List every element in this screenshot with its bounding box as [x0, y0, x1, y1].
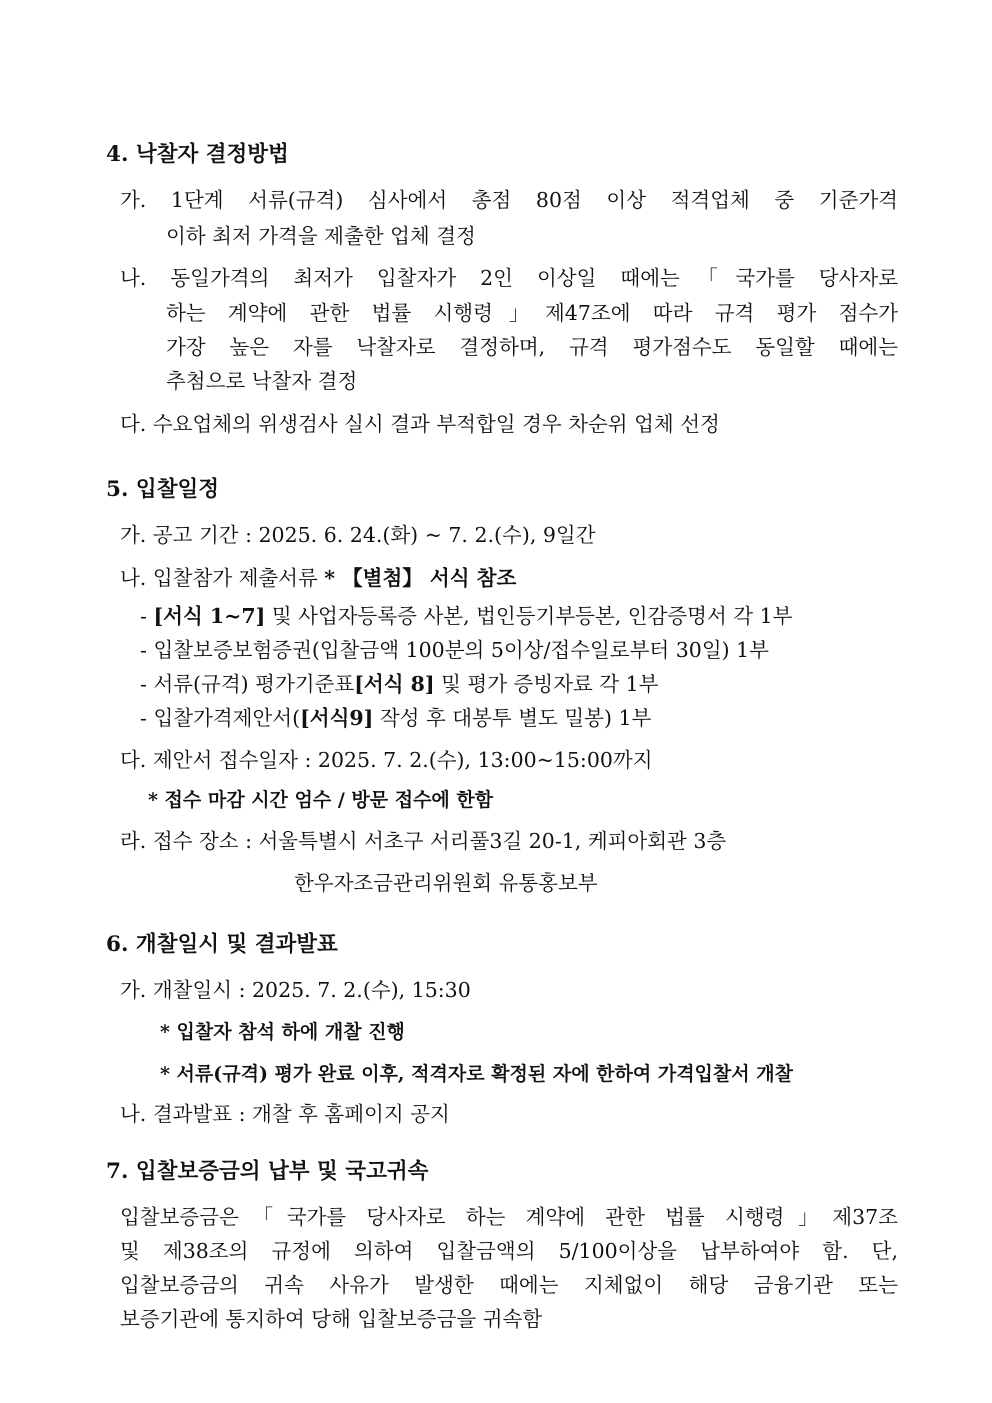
bullet-text: 작성 후 대봉투 별도 밀봉) 1부: [373, 706, 652, 730]
section-4-item-ga-line1: 가. 1단계 서류(규격) 심사에서 총점 80점 이상 적격업체 중 기준가격: [120, 188, 898, 212]
bullet-text: - 입찰가격제안서(: [140, 706, 301, 730]
section-4-item-na-line4: 추첨으로 낙찰자 결정: [166, 369, 358, 393]
section-5-item-ra-line2: 한우자조금관리위원회 유통홍보부: [294, 871, 598, 895]
form-ref: [서식9]: [300, 706, 374, 730]
section-5-item-na: [120, 564, 516, 592]
bullet-text: 및 사업자등록증 사본, 법인등기부등본, 인감증명서 각 1부: [265, 604, 793, 628]
section-5-bullet-3: [140, 670, 658, 698]
section-7-para-line2: 및 제38조의 규정에 의하여 입찰금액의 5/100이상을 납부하여야 함. 단,: [120, 1239, 898, 1263]
section-6-note-1: * 입찰자 참석 하에 개찰 진행: [160, 1021, 405, 1043]
section-5-item-ra: 라. 접수 장소 : 서울특별시 서초구 서리풀3길 20-1, 케피아회관 3층: [120, 829, 727, 853]
section-5-item-ga: 가. 공고 기간 : 2025. 6. 24.(화) ~ 7. 2.(수), 9일간: [120, 523, 596, 547]
bullet-text: 및 평가 증빙자료 각 1부: [434, 672, 659, 696]
section-6-item-na: 나. 결과발표 : 개찰 후 홈페이지 공지: [120, 1102, 450, 1126]
section-6-title: 6. 개찰일시 및 결과발표: [106, 932, 338, 957]
section-4-item-ga-line2: 이하 최저 가격을 제출한 업체 결정: [166, 224, 476, 248]
section-5-item-da: 다. 제안서 접수일자 : 2025. 7. 2.(수), 13:00~15:00까지: [120, 748, 653, 772]
section-7-para-line1: 입찰보증금은「국가를 당사자로 하는 계약에 관한 법률 시행령」제37조: [120, 1205, 898, 1229]
section-5-bullet-4: [140, 704, 651, 732]
section-5-bullet-1: [140, 602, 792, 630]
section-6-item-ga: 가. 개찰일시 : 2025. 7. 2.(수), 15:30: [120, 978, 471, 1002]
section-4-item-na-line2: 하는 계약에 관한 법률 시행령」제47조에 따라 규격 평가 점수가: [166, 301, 898, 325]
section-7-para-line3: 입찰보증금의 귀속 사유가 발생한 때에는 지체없이 해당 금융기관 또는: [120, 1273, 898, 1297]
section-6-note-2: * 서류(규격) 평가 완료 이후, 적격자로 확정된 자에 한하여 가격입찰서 개찰: [160, 1063, 793, 1085]
section-7-title: 7. 입찰보증금의 납부 및 국고귀속: [106, 1159, 429, 1184]
section-5-item-da-note: * 접수 마감 시간 엄수 / 방문 접수에 한함: [148, 789, 494, 811]
section-4-item-da: 다. 수요업체의 위생검사 실시 결과 부적합일 경우 차순위 업체 선정: [120, 412, 720, 436]
section-5-bullet-2: - 입찰보증보험증권(입찰금액 100분의 5이상/접수일로부터 30일) 1부: [140, 638, 769, 662]
bullet-dash: -: [140, 604, 154, 628]
section-4-title: 4. 낙찰자 결정방법: [106, 142, 289, 167]
section-7-para-line4: 보증기관에 통지하여 당해 입찰보증금을 귀속함: [120, 1307, 543, 1331]
section-5-title: 5. 입찰일정: [106, 477, 220, 502]
section-4-item-na-line1: 나. 동일가격의 최저가 입찰자가 2인 이상일 때에는「국가를 당사자로: [120, 266, 898, 290]
bullet-text: - 서류(규격) 평가기준표: [140, 672, 355, 696]
section-5-item-na-note: * 【별첨】 서식 참조: [324, 566, 517, 590]
section-4-item-na-line3: 가장 높은 자를 낙찰자로 결정하며, 규격 평가점수도 동일할 때에는: [166, 335, 898, 359]
section-5-item-na-label: 나. 입찰참가 제출서류: [120, 566, 325, 590]
form-ref: [서식 8]: [354, 672, 435, 696]
form-ref: [서식 1~7]: [153, 604, 266, 628]
